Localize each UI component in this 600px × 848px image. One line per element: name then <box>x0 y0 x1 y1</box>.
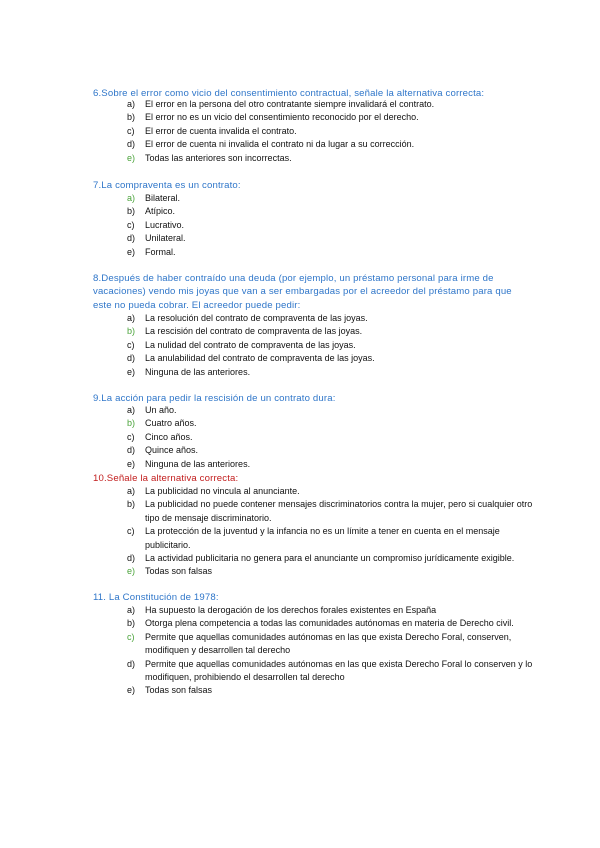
question-9-option-d <box>127 444 537 457</box>
question-11-options <box>127 604 537 698</box>
option-letter: b) <box>127 206 136 217</box>
question-11-option-d <box>127 658 537 685</box>
question-7-option-b <box>127 205 537 218</box>
option-letter: a) <box>127 99 136 109</box>
option-text: Unilateral. <box>145 233 186 244</box>
option-letter: a) <box>127 605 136 615</box>
option-letter: b) <box>127 112 136 123</box>
question-9-title: 9.La acción para pedir la rescisión de un contrato dura: <box>93 393 336 404</box>
question-8-option-b <box>127 325 537 338</box>
option-text: La protección de la juventud y la infancia no es un límite a tener en cuenta en el mensaje publicitario. <box>145 526 500 550</box>
question-7-options <box>127 192 537 259</box>
question-11-option-c <box>127 631 537 658</box>
question-10-option-e <box>127 565 537 578</box>
option-letter: d) <box>127 553 136 564</box>
question-10-title: 10.Señale la alternativa correcta: <box>93 473 239 484</box>
question-9-option-c <box>127 431 537 444</box>
option-text: La nulidad del contrato de compraventa de las joyas. <box>145 339 356 350</box>
option-text: Permite que aquellas comunidades autónomas en las que exista Derecho Foral, conserven, modifiquen y desarrollen tal derecho <box>145 631 512 656</box>
option-text: Quince años. <box>145 445 199 456</box>
option-text: Todas son falsas <box>145 566 213 577</box>
option-letter: d) <box>127 353 136 364</box>
question-9-options <box>127 404 537 471</box>
question-6-option-a <box>127 98 537 111</box>
question-7-option-d <box>127 232 537 245</box>
option-text: Cinco años. <box>145 431 193 442</box>
question-8-option-c <box>127 339 537 352</box>
option-text: Atípico. <box>145 206 176 217</box>
option-letter: a) <box>127 486 136 496</box>
option-letter: e) <box>127 152 136 163</box>
question-10-option-c <box>127 525 537 552</box>
option-letter: b) <box>127 499 136 510</box>
option-letter: e) <box>127 685 136 696</box>
option-text: El error de cuenta invalida el contrato. <box>145 125 297 136</box>
question-10-options <box>127 485 537 579</box>
option-letter: e) <box>127 246 136 257</box>
option-text: Cuatro años. <box>145 418 197 429</box>
option-text: Todas son falsas <box>145 685 213 696</box>
option-letter: d) <box>127 445 136 456</box>
option-letter: c) <box>127 339 135 350</box>
question-8-option-a <box>127 312 537 325</box>
question-11-option-e <box>127 684 537 697</box>
question-7-option-a <box>127 192 537 205</box>
option-letter: d) <box>127 233 136 244</box>
question-6-option-d <box>127 138 537 151</box>
question-9-option-e <box>127 458 537 471</box>
option-letter: c) <box>127 431 135 442</box>
option-text: Ninguna de las anteriores. <box>145 366 251 377</box>
question-6-option-e <box>127 152 537 165</box>
option-text: El error no es un vicio del consentimiento reconocido por el derecho. <box>145 112 419 123</box>
option-letter: c) <box>127 125 135 136</box>
option-text: Un año. <box>145 405 177 415</box>
option-text: La publicidad no vincula al anunciante. <box>145 486 300 496</box>
option-text: La rescisión del contrato de compraventa de las joyas. <box>145 326 363 337</box>
question-6-options <box>127 98 537 165</box>
question-8-option-d <box>127 352 537 365</box>
option-text: Bilateral. <box>145 193 181 203</box>
question-8-options <box>127 312 537 379</box>
option-letter: c) <box>127 631 135 642</box>
question-6-title: 6.Sobre el error como vicio del consentimiento contractual, señale la alternativa correcta: <box>93 88 485 99</box>
option-letter: d) <box>127 139 136 150</box>
option-letter: e) <box>127 458 136 469</box>
option-text: Formal. <box>145 246 176 257</box>
option-letter: b) <box>127 326 136 337</box>
option-text: La publicidad no puede contener mensajes discriminatorios contra la mujer, pero si cualquier otro tipo de mensaje discriminatorio. <box>145 499 533 523</box>
option-text: El error de cuenta ni invalida el contrato ni da lugar a su corrección. <box>145 139 415 150</box>
question-9-option-a <box>127 404 537 417</box>
question-10-option-b <box>127 498 537 525</box>
question-11-option-a <box>127 604 537 617</box>
option-letter: a) <box>127 405 136 415</box>
question-8-option-e <box>127 366 537 379</box>
option-letter: b) <box>127 618 136 629</box>
option-text: El error en la persona del otro contratante siempre invalidará el contrato. <box>145 99 435 109</box>
option-text: La actividad publicitaria no genera para el anunciante un compromiso jurídicamente exigible. <box>145 553 515 564</box>
option-letter: a) <box>127 313 136 323</box>
option-text: Lucrativo. <box>145 219 185 230</box>
question-8-title: 8.Después de haber contraído una deuda (por ejemplo, un préstamo personal para irme de vacaciones) vendo mis joyas que van a ser embargadas por el acreedor del préstamo para que este no pueda cobrar. El acreedor puede pedir: <box>93 273 515 311</box>
option-letter: e) <box>127 566 136 577</box>
option-text: Permite que aquellas comunidades autónomas en las que exista Derecho Foral lo conserven y lo modifiquen, prohibiendo el desarrollen tal derecho <box>145 658 533 683</box>
question-7-option-c <box>127 219 537 232</box>
question-6-option-c <box>127 125 537 138</box>
option-text: Ha supuesto la derogación de los derechos forales existentes en España <box>145 605 437 615</box>
option-letter: c) <box>127 526 135 537</box>
option-text: Otorga plena competencia a todas las comunidades autónomas en materia de Derecho civil. <box>145 618 514 629</box>
option-letter: a) <box>127 193 136 203</box>
option-letter: c) <box>127 219 135 230</box>
option-text: Ninguna de las anteriores. <box>145 458 251 469</box>
question-6-option-b <box>127 111 537 124</box>
question-11-option-b <box>127 617 537 630</box>
option-letter: b) <box>127 418 136 429</box>
question-11-title: 11. La Constitución de 1978: <box>93 592 219 603</box>
question-7-title: 7.La compraventa es un contrato: <box>93 180 241 191</box>
option-text: Todas las anteriores son incorrectas. <box>145 152 292 163</box>
question-10-option-d <box>127 552 537 565</box>
question-7-option-e <box>127 246 537 259</box>
option-text: La resolución del contrato de compraventa de las joyas. <box>145 313 368 323</box>
option-letter: e) <box>127 366 136 377</box>
question-9-option-b <box>127 417 537 430</box>
question-10-option-a <box>127 485 537 498</box>
option-text: La anulabilidad del contrato de compraventa de las joyas. <box>145 353 375 364</box>
option-letter: d) <box>127 658 136 669</box>
